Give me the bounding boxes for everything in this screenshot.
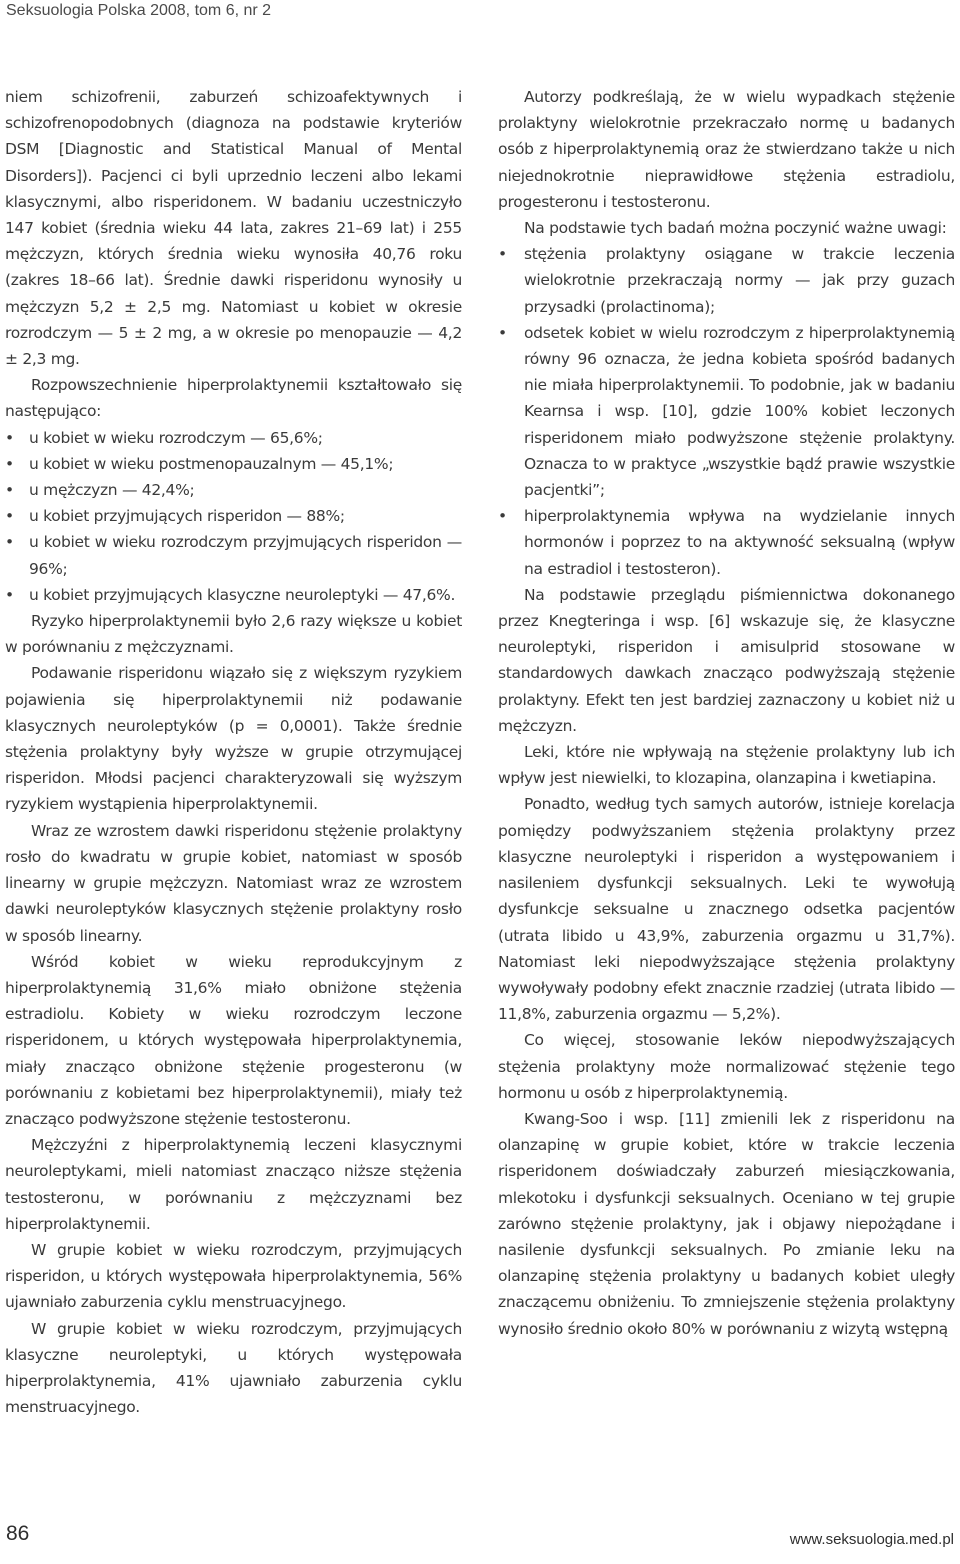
list-item: • u kobiet w wieku postmenopauzalnym — 45,1%; — [5, 451, 462, 477]
paragraph: W grupie kobiet w wieku rozrodczym, przyjmujących klasyczne neuroleptyki, u których występowała hiperprolaktynemia, 41% ujawniało zaburzenia cyklu menstruacyjnego. — [5, 1319, 462, 1417]
page-number: 86 — [6, 1522, 30, 1545]
paragraph: Kwang-Soo i wsp. [11] zmienili lek z risperidonu na olanzapinę w grupie kobiet, które w trakcie leczenia risperidonem doświadczały zaburzeń miesiączkowania, mlekotoku i dysfunkcji seksualnych. Oceniano w tej grupie zarówno stężenie prolaktyny, jak i objawy niepożądane i nasilenie dysfunkcji seksualnych. Po zmianie leku na olanzapinę stężenia prolaktyny u badanych kobiet uległy znaczącemu obniżeniu. To zmniejszenie stężenia prolaktyny wynosiło średnio około 80% w porównaniu z wizytą wstępną — [498, 1109, 955, 1338]
journal-header: Seksuologia Polska 2008, tom 6, nr 2 — [6, 2, 272, 19]
paragraph: Ponadto, według tych samych autorów, istnieje korelacja pomiędzy podwyższaniem stężenia prolaktyny przez klasyczne neuroleptyki i risperidon a występowaniem i nasileniem dysfunkcji seksualnych. Leki te wywołują dysfunkcje seksualne u znacznego odsetka pacjentów (utrata libido u 43,9%, zaburzenia orgazmu u 31,7%). Natomiast leki niepodwyższające stężenia prolaktyny wywoływały podobny efekt znacznie rzadziej (utrata libido — 11,8%, zaburzenia orgazmu — 5,2%). — [498, 795, 955, 1024]
list-item: • odsetek kobiet w wielu rozrodczym z hiperprolaktynemią równy 96 oznacza, że jedna kobieta spośród badanych nie miała hiperprolaktynemii. To podobnie, jak w badaniu Kearnsa i wsp. [10], gdzie 100% kobiet leczonych risperidonem miało podwyższone stężenie prolaktyny. Oznacza to w praktyce „wszystkie bądź prawie wszystkie pacjentki”; — [498, 320, 955, 503]
list-item: • u kobiet przyjmujących klasyczne neuroleptyki — 47,6%. — [5, 582, 462, 608]
paragraph: Leki, które nie wpływają na stężenie prolaktyny lub ich wpływ jest niewielki, to klozapina, olanzapina i kwetiapina. — [498, 743, 955, 788]
list-item: • hiperprolaktynemia wpływa na wydzielanie innych hormonów i poprzez to na aktywność seksualną (wpływ na estradiol i testosteron). — [498, 503, 955, 582]
paragraph: W grupie kobiet w wieku rozrodczym, przyjmujących risperidon, u których występowała hiperprolaktynemia, 56% ujawniało zaburzenia cyklu menstruacyjnego. — [5, 1240, 462, 1312]
paragraph: Wśród kobiet w wieku reprodukcyjnym z hiperprolaktynemią 31,6% miało obniżone stężenia estradiolu. Kobiety w wieku rozrodczym leczone risperidonem, u których występowała hiperprolaktynemia, miały znacząco obniżone stężenie progesteronu (w porównaniu z kobietami bez hiperprolaktynemii), miały też znacząco podwyższone stężenie testosteronu. — [5, 952, 462, 1128]
list-item: • u kobiet przyjmujących risperidon — 88%; — [5, 503, 462, 529]
list-item: • u kobiet w wieku rozrodczym przyjmujących risperidon — 96%; — [5, 529, 462, 581]
paragraph: Mężczyźni z hiperprolaktynemią leczeni klasycznymi neuroleptykami, mieli natomiast znacząco niższe stężenia testosteronu, w porównaniu z mężczyznami bez hiperprolaktynemii. — [5, 1136, 462, 1233]
paragraph: niem schizofrenii, zaburzeń schizoafektywnych i schizofrenopodobnych (diagnoza na podstawie kryteriów DSM [Diagnostic and Statistical Manual of Mental Disorders]). Pacjenci ci byli uprzednio leczeni albo lekami klasycznymi, albo risperidonem. W badaniu uczestniczyło 147 kobiet (średnia wieku 44 lata, zakres 21–69 lat) i 255 mężczyzn, których średnia wieku wynosiła 40,76 roku (zakres 18–66 lat). Średnie dawki risperidonu wynosiły u mężczyzn 5,2 ± 2,5 mg. Natomiast u kobiet w okresie rozrodczym — 5 ± 2 mg, a w okresie po menopauzie — 4,2 ± 2,3 mg. — [5, 88, 462, 369]
paragraph: Autorzy podkreślają, że w wielu wypadkach stężenie prolaktyny wielokrotnie przekraczało normę u badanych osób z hiperprolaktynemią oraz że stwierdzano także u nich niejednokrotnie nieprawidłowe stężenia estradiolu, progesteronu i testosteronu. — [498, 88, 955, 211]
left-column — [5, 84, 462, 1420]
list-item: • u kobiet w wieku rozrodczym — 65,6%; — [5, 425, 462, 451]
bullet-list — [498, 241, 955, 582]
paragraph: Podawanie risperidonu wiązało się z większym ryzykiem pojawienia się hiperprolaktynemii niż podawanie klasycznych neuroleptyków (p = 0,0001). Także średnie stężenia prolaktyny były wyższe w grupie otrzymującej risperidon. Młodsi pacjenci charakteryzowali się wyższym ryzykiem wystąpienia hiperprolaktynemii. — [5, 664, 462, 814]
paragraph: Wraz ze wzrostem dawki risperidonu stężenie prolaktyny rosło do kwadratu w grupie kobiet, natomiast w sposób linearny w grupie mężczyzn. Natomiast wraz ze wzrostem dawki neuroleptyków klasycznych stężenie prolaktyny rosło w sposób linearny. — [5, 821, 462, 945]
paragraph: Ryzyko hiperprolaktynemii było 2,6 razy większe u kobiet w porównaniu z mężczyznami. — [5, 612, 462, 657]
paragraph: Na podstawie tych badań można poczynić ważne uwagi: — [524, 219, 947, 238]
list-item: • u mężczyzn — 42,4%; — [5, 477, 462, 503]
list-item: • stężenia prolaktyny osiągane w trakcie leczenia wielokrotnie przekraczają normy — jak przy guzach przysadki (prolactinoma); — [498, 241, 955, 320]
bullet-list — [5, 425, 462, 608]
footer-url-link[interactable]: www.seksuologia.med.pl — [789, 1531, 954, 1548]
paragraph: Rozpowszechnienie hiperprolaktynemii kształtowało się następująco: — [5, 376, 462, 421]
right-column — [498, 84, 955, 1342]
paragraph: Co więcej, stosowanie leków niepodwyższających stężenia prolaktyny może normalizować stężenie tego hormonu u osób z hiperprolaktynemią. — [498, 1031, 955, 1102]
paragraph: Na podstawie przeglądu piśmiennictwa dokonanego przez Knegteringa i wsp. [6] wskazuje się, że klasyczne neuroleptyki, risperidon i amisulprid stosowane w standardowych dawkach znacząco podwyższają stężenie prolaktyny. Efekt ten jest bardziej zaznaczony u kobiet niż u mężczyzn. — [498, 585, 955, 735]
